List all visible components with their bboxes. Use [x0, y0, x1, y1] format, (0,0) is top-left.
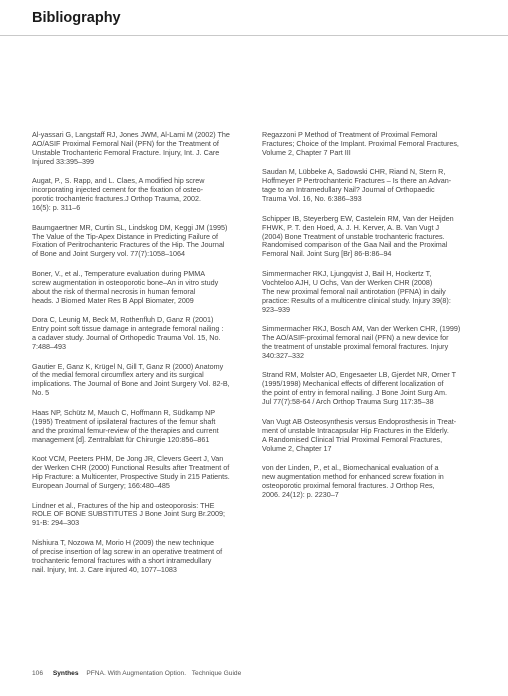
references-right-column: [262, 131, 484, 510]
reference-line: FHWK, P. T. den Hoed, A. J. H. Kerver, A. B. Van Vugt J: [262, 222, 440, 232]
reference-entry: [262, 270, 484, 315]
document-title: PFNA. With Augmentation Option.: [86, 670, 187, 677]
reference-line: screw augmentation in osteoporotic bone–An in vitro study: [32, 277, 219, 287]
reference-line: tage to an Intramedullary Nail? Journal of Orthopaedic: [262, 185, 435, 195]
reference-line: (2004) Bone Treatment of unstable trochanteric fractures.: [262, 231, 445, 241]
reference-line: about the risk of thermal necrosis in human femoral: [32, 286, 196, 296]
reference-line: Lindner et al., Fractures of the hip and osteoporosis: THE: [32, 500, 215, 510]
reference-line: Unstable Trochanteric Femoral Fracture. Injury, Int. J. Care: [32, 147, 220, 157]
reference-line: 7:488–493: [32, 341, 66, 351]
reference-line: The Value of the Tip-Apex Distance in Predicting Failure of: [32, 231, 219, 241]
reference-line: Fixation of Peritrochanteric Fractures of the Hip. The Journal: [32, 240, 225, 250]
reference-line: the point of entry in femoral nailing. J Bone Joint Surg Am.: [262, 388, 447, 398]
document-section: Technique Guide: [191, 670, 242, 677]
reference-entry: [32, 224, 252, 260]
reference-line: management [d]. Zentralblatt für Chirurgie 120:856–861: [32, 434, 210, 444]
reference-entry: [32, 177, 252, 213]
reference-line: implications. The Journal of Bone and Joint Surgery Vol. 82-B,: [32, 379, 230, 389]
reference-line: Fractures; Choice of the Implant. Proximal Femoral Fractures,: [262, 138, 459, 148]
reference-line: Randomised comparison of the Gaa Nail and the Proximal: [262, 240, 448, 250]
reference-line: new augmentation method for enhanced screw fixation in: [262, 472, 444, 481]
reference-entry: [262, 168, 484, 204]
reference-line: Jul 77(7):58-64 / Arch Orthop Trauma Surg 117:35–38: [262, 397, 434, 407]
references-left-column: [32, 131, 252, 585]
reference-line: Femoral Nail. Joint Surg [Br] 86-B:86–94: [262, 249, 392, 259]
reference-line: Regazzoni P Method of Treatment of Proximal Femoral: [262, 130, 438, 139]
reference-line: 91-B: 294–303: [32, 518, 80, 528]
reference-line: Volume 2, Chapter 7 Part III: [262, 147, 351, 157]
reference-line: of precise insertion of lag screw in an operative treatment of: [32, 546, 223, 556]
reference-line: Van Vugt AB Osteosynthesis versus Endoprosthesis in Treat-: [262, 416, 457, 426]
reference-line: a cadaver study. Journal of Orthopedic Trauma Vol. 15, No.: [32, 333, 221, 343]
reference-line: 16(5): p. 311–6: [32, 203, 81, 213]
reference-line: Trauma Vol. 16, No. 6:386–393: [262, 194, 362, 204]
reference-line: Nishiura T, Nozowa M, Morio H (2009) the new technique: [32, 537, 215, 547]
brand-name: Synthes: [52, 670, 79, 677]
reference-entry: [32, 270, 252, 306]
reference-entry: [32, 363, 252, 399]
reference-entry: [32, 502, 252, 529]
reference-entry: [32, 539, 252, 575]
reference-line: of the medial femoral circumflex artery and its surgical: [32, 370, 204, 380]
reference-line: Dora C, Leunig M, Beck M, Rothenfluh D, Ganz R (2001): [32, 315, 214, 325]
title-divider: [0, 35, 508, 36]
reference-entry: [32, 455, 252, 491]
reference-line: (1995/1998) Mechanical effects of different localization of: [262, 379, 444, 389]
reference-line: Hoffmeyer P Pertrochanteric Fractures – Is there an Advan-: [262, 176, 452, 186]
reference-line: practice: Results of a multicentre clinical study. Injury 39(8):: [262, 295, 451, 305]
reference-line: Gautier E, Ganz K, Krügel N, Gill T, Ganz R (2000) Anatomy: [32, 361, 224, 371]
reference-line: ment of unstable Intracapsular Hip Fractures in the Elderly.: [262, 425, 449, 435]
reference-line: 340:327–332: [262, 350, 304, 360]
reference-line: Augat, P., S. Rapp, and L. Claes, A modified hip screw: [32, 176, 205, 186]
reference-line: Simmermacher RKJ, Ljungqvist J, Bail H, Hockertz T,: [262, 268, 432, 278]
reference-line: Koot VCM, Peeters PHM, De Jong JR, Clevers Geert J, Van: [32, 454, 224, 464]
reference-line: Al-yassari G, Langstaff RJ, Jones JWM, Al-Lami M (2002) The: [32, 130, 230, 139]
reference-line: AO/ASIF Proximal Femoral Nail (PFN) for the Treatment of: [32, 138, 219, 148]
reference-line: No. 5: [32, 388, 50, 398]
reference-line: the treatment of unstable proximal femoral fractures. Injury: [262, 341, 449, 351]
reference-entry: [32, 316, 252, 352]
page-number: 106: [32, 670, 44, 677]
reference-entry: [262, 325, 484, 361]
reference-line: osteoporotic proximal femoral fractures. J Orthop Res,: [262, 480, 435, 490]
reference-line: The new proximal femoral nail antirotation (PFNA) in daily: [262, 286, 446, 296]
reference-line: Haas NP, Schütz M, Mauch C, Hoffmann R, Südkamp NP: [32, 407, 216, 417]
reference-entry: [262, 371, 484, 407]
reference-line: Strand RM, Molster AO, Engesaeter LB, Gjerdet NR, Orner T: [262, 370, 457, 380]
reference-entry: [32, 131, 252, 167]
reference-entry: [262, 464, 484, 500]
reference-line: Simmermacher RKJ, Bosch AM, Van der Werken CHR, (1999): [262, 324, 461, 334]
reference-line: Baumgaertner MR, Curtin SL, Lindskog DM, Keggi JM (1995): [32, 222, 228, 232]
reference-line: der Werken CHR (2000) Functional Results after Treatment of: [32, 463, 230, 473]
reference-line: 2006. 24(12): p. 2230–7: [262, 489, 339, 499]
reference-line: trochanteric femoral fractures with a short intramedullary: [32, 555, 212, 565]
reference-line: incorporating injected cement for the fixation of osteo-: [32, 185, 203, 195]
reference-line: Schipper IB, Steyerberg EW, Castelein RM, Van der Heijden: [262, 213, 454, 223]
reference-line: heads. J Biomed Mater Res B Appl Biomater, 2009: [32, 295, 194, 305]
reference-line: European Journal of Surgery; 166:480–485: [32, 480, 170, 490]
reference-line: A Randomised Clinical Trial Proximal Femoral Fractures,: [262, 434, 443, 444]
reference-line: Injured 33:395–399: [32, 156, 94, 166]
reference-entry: [262, 131, 484, 158]
reference-line: porotic trochanteric fractures.J Orthop Trauma, 2002.: [32, 194, 201, 204]
reference-line: nail. Injury, Int. J. Care injured 40, 1077–1083: [32, 564, 177, 574]
reference-line: 923–939: [262, 304, 290, 314]
reference-line: Saudan M, Lübbeke A, Sadowski CHR, Riand N, Stern R,: [262, 167, 446, 177]
reference-line: Volume 2, Chapter 17: [262, 443, 332, 453]
reference-entry: [262, 418, 484, 454]
reference-entry: [32, 409, 252, 445]
reference-line: of Bone and Joint Surgery vol. 77(7):1058–1064: [32, 249, 186, 259]
reference-line: Vochteloo AJH, U Ochs, Van der Werken CHR (2008): [262, 277, 433, 287]
reference-line: and the proximal femur-review of the therapies and current: [32, 425, 219, 435]
reference-line: ROLE OF BONE SUBSTITUTES J Bone Joint Surg Br.2009;: [32, 509, 225, 519]
reference-line: Hip Fracture: a Multicenter, Prospective Study in 215 Patients.: [32, 472, 230, 481]
reference-line: The AO/ASIF-proximal femoral nail (PFN) a new device for: [262, 333, 449, 343]
reference-line: (1995) Treatment of ipsilateral fractures of the femur shaft: [32, 416, 216, 426]
reference-line: Entry point soft tissue damage in antegrade femoral nailing :: [32, 324, 224, 334]
page-title: Bibliography: [32, 10, 121, 26]
reference-line: Boner, V., et al., Temperature evaluation during PMMA: [32, 268, 205, 278]
reference-line: von der Linden, P., et al., Biomechanical evaluation of a: [262, 463, 439, 473]
page-footer: [32, 670, 241, 677]
reference-entry: [262, 215, 484, 260]
